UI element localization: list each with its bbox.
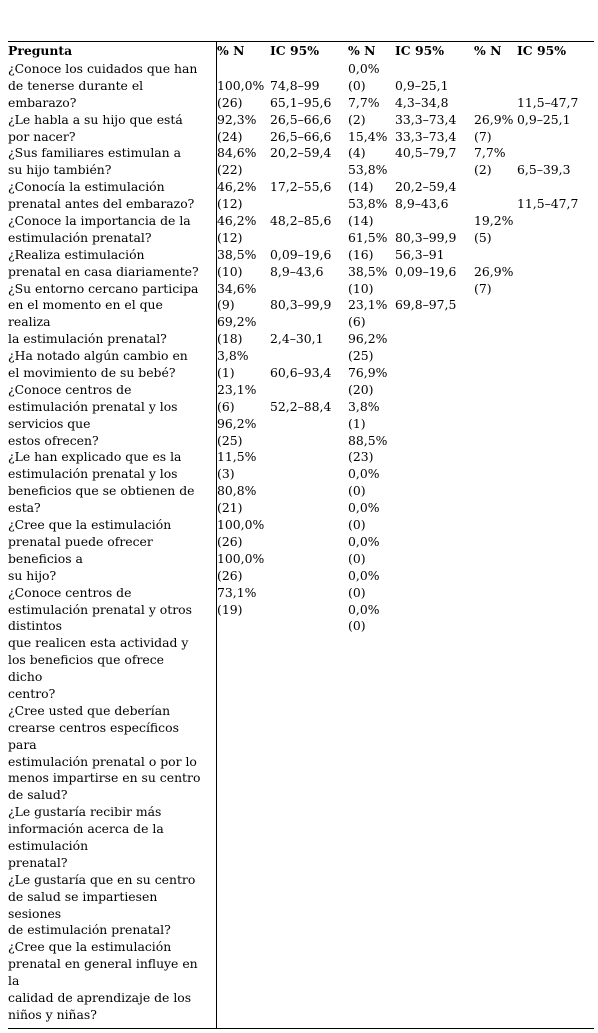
cell-pct: (0)	[348, 550, 366, 566]
header-ic-1: IC 95%	[270, 43, 319, 58]
question-line: estos ofrecen?	[8, 432, 99, 448]
cell-ic	[270, 196, 331, 213]
cell-pct: (0)	[348, 483, 366, 499]
ic-column-1	[270, 61, 331, 416]
cell-pct: 23,1%	[348, 297, 388, 313]
cell-pct: 76,9%	[348, 365, 388, 381]
question-line: dicho	[8, 669, 43, 685]
cell-pct: 61,5%	[348, 229, 388, 245]
question-line: niños y niñas?	[8, 1006, 97, 1022]
cell-pct: (23)	[348, 449, 374, 465]
cell-pct: (10)	[217, 263, 243, 279]
cell-ic: 33,3–73,4	[395, 111, 457, 127]
question-line: para	[8, 736, 37, 752]
question-line: ¿Conocía la estimulación	[8, 179, 165, 195]
cell-pct: 26,9%	[474, 111, 514, 127]
cell-pct	[474, 78, 513, 95]
cell-pct: 0,0%	[348, 61, 380, 76]
question-line: de salud?	[8, 787, 68, 803]
cell-ic	[270, 314, 331, 331]
cell-pct: 80,8%	[217, 483, 257, 499]
question-line: ¿Ha notado algún cambio en	[8, 348, 188, 364]
question-line: por nacer?	[8, 128, 76, 144]
cell-pct: 7,7%	[348, 94, 380, 110]
cell-ic: 11,5–47,7	[517, 94, 579, 110]
cell-ic: 60,6–93,4	[270, 365, 332, 381]
cell-ic: 20,2–59,4	[395, 179, 457, 195]
cell-pct: 88,5%	[348, 432, 388, 448]
cell-pct: (14)	[348, 213, 374, 229]
cell-pct: (26)	[217, 533, 243, 549]
cell-pct: (22)	[217, 162, 243, 178]
header-pregunta: Pregunta	[8, 43, 73, 58]
cell-pct: (1)	[217, 365, 235, 381]
cell-ic	[270, 348, 331, 365]
question-line: beneficios que se obtienen de	[8, 483, 195, 499]
question-line: prenatal?	[8, 854, 68, 870]
cell-pct: (25)	[348, 348, 374, 364]
question-line: ¿Su entorno cercano participa	[8, 280, 199, 296]
question-line: ¿Conoce los cuidados que han	[8, 61, 198, 76]
question-line: menos impartirse en su centro	[8, 770, 201, 786]
cell-ic	[517, 61, 578, 78]
cell-pct	[474, 61, 513, 78]
cell-pct: 23,1%	[217, 381, 257, 397]
cell-pct: (26)	[217, 94, 243, 110]
cell-pct: 69,2%	[217, 314, 257, 330]
question-line: ¿Cree usted que deberían	[8, 702, 171, 718]
cell-pct: 46,2%	[217, 213, 257, 229]
question-line: de salud se impartiesen	[8, 888, 158, 904]
cell-pct	[474, 95, 513, 112]
cell-pct: (25)	[217, 432, 243, 448]
table-bottom-rule	[8, 1028, 594, 1029]
cell-pct	[474, 179, 513, 196]
cell-pct: 46,2%	[217, 179, 257, 195]
cell-pct: (19)	[217, 601, 243, 617]
cell-ic: 0,09–19,6	[270, 246, 332, 262]
cell-pct: (12)	[217, 196, 243, 212]
cell-ic: 4,3–34,8	[395, 94, 449, 110]
cell-pct: (9)	[217, 297, 235, 313]
cell-pct: (2)	[474, 162, 492, 178]
cell-pct: (1)	[348, 415, 366, 431]
question-line: su hijo también?	[8, 162, 112, 178]
question-line: los beneficios que ofrece	[8, 652, 164, 668]
cell-ic: 65,1–95,6	[270, 94, 332, 110]
header-pct-1: % N	[217, 43, 245, 58]
cell-pct	[474, 196, 513, 213]
question-line: ¿Conoce centros de	[8, 381, 132, 397]
cell-ic: 8,9–43,6	[270, 263, 324, 279]
cell-ic: 6,5–39,3	[517, 162, 571, 178]
question-line: ¿Le han explicado que es la	[8, 449, 182, 465]
question-line: centro?	[8, 685, 56, 701]
question-line: ¿Conoce la importancia de la	[8, 213, 191, 229]
cell-ic	[517, 78, 578, 95]
cell-ic: 74,8–99	[270, 77, 320, 93]
question-line: ¿Sus familiares estimulan a	[8, 145, 181, 161]
question-line: prenatal antes del embarazo?	[8, 196, 195, 212]
question-column	[8, 61, 215, 1024]
question-line: ¿Cree que la estimulación	[8, 517, 172, 533]
cell-ic: 17,2–55,6	[270, 179, 332, 195]
question-line: información acerca de la	[8, 821, 164, 837]
cell-pct: 26,9%	[474, 263, 514, 279]
cell-pct: (3)	[217, 466, 235, 482]
cell-ic: 56,3–91	[395, 246, 445, 262]
cell-ic: 26,5–66,6	[270, 111, 332, 127]
cell-ic: 26,5–66,6	[270, 128, 332, 144]
question-line: en el momento en el que	[8, 297, 163, 313]
cell-pct: (18)	[217, 331, 243, 347]
cell-ic: 80,3–99,9	[270, 297, 332, 313]
question-line: de estimulación prenatal?	[8, 922, 171, 938]
question-line: embarazo?	[8, 94, 77, 110]
ic-column-2	[395, 61, 456, 314]
header-ic-2: IC 95%	[395, 43, 444, 58]
cell-ic	[270, 162, 331, 179]
pct-column-1	[217, 61, 264, 618]
cell-pct: 100,0%	[217, 77, 265, 93]
cell-ic: 20,2–59,4	[270, 145, 332, 161]
cell-pct: (0)	[348, 517, 366, 533]
question-line: estimulación prenatal o por lo	[8, 753, 197, 769]
question-line: ¿Le gustaría recibir más	[8, 804, 162, 820]
cell-pct: (4)	[348, 145, 366, 161]
cell-ic: 40,5–79,7	[395, 145, 457, 161]
cell-pct: (5)	[474, 229, 492, 245]
cell-ic	[270, 281, 331, 298]
cell-pct: 0,0%	[348, 567, 380, 583]
question-line: su hijo?	[8, 567, 57, 583]
ic-column-3	[517, 61, 578, 213]
cell-pct: 7,7%	[474, 145, 506, 161]
cell-ic	[517, 129, 578, 146]
cell-pct	[474, 247, 513, 264]
question-line: crearse centros específicos	[8, 719, 179, 735]
question-line: ¿Conoce centros de	[8, 584, 132, 600]
cell-pct: (14)	[348, 179, 374, 195]
question-line: calidad de aprendizaje de los	[8, 989, 192, 1005]
cell-ic	[517, 179, 578, 196]
header-pct-3: % N	[474, 43, 502, 58]
pct-column-2	[348, 61, 387, 635]
cell-ic	[395, 61, 456, 78]
cell-pct: (7)	[474, 280, 492, 296]
cell-ic: 0,9–25,1	[395, 77, 449, 93]
question-line: prenatal puede ofrecer	[8, 533, 153, 549]
cell-pct: 92,3%	[217, 111, 257, 127]
question-line: estimulación prenatal?	[8, 229, 152, 245]
cell-ic	[395, 162, 456, 179]
cell-pct: 34,6%	[217, 280, 257, 296]
cell-ic: 69,8–97,5	[395, 297, 457, 313]
cell-ic: 0,09–19,6	[395, 263, 457, 279]
question-line: sesiones	[8, 905, 62, 921]
cell-pct: 0,0%	[348, 500, 380, 516]
cell-ic: 48,2–85,6	[270, 213, 332, 229]
cell-ic	[517, 145, 578, 162]
cell-pct: (21)	[217, 500, 243, 516]
pct-column-3	[474, 61, 513, 297]
cell-pct: 19,2%	[474, 213, 514, 229]
question-line: el movimiento de su bebé?	[8, 365, 176, 381]
cell-ic: 80,3–99,9	[395, 229, 457, 245]
cell-pct: (16)	[348, 246, 374, 262]
cell-pct: 100,0%	[217, 517, 265, 533]
cell-pct: 84,6%	[217, 145, 257, 161]
cell-pct: 53,8%	[348, 196, 388, 212]
cell-pct: (26)	[217, 567, 243, 583]
question-line: estimulación prenatal y los	[8, 398, 178, 414]
cell-pct: (0)	[348, 618, 366, 634]
cell-pct: 96,2%	[217, 415, 257, 431]
cell-pct: 11,5%	[217, 449, 257, 465]
cell-pct: (20)	[348, 381, 374, 397]
cell-pct: 73,1%	[217, 584, 257, 600]
cell-pct: 38,5%	[217, 246, 257, 262]
cell-ic: 2,4–30,1	[270, 331, 324, 347]
question-line: que realicen esta actividad y	[8, 635, 189, 651]
cell-ic: 52,2–88,4	[270, 398, 332, 414]
table-top-rule	[8, 41, 594, 42]
cell-pct: (0)	[348, 77, 366, 93]
question-line: esta?	[8, 500, 41, 516]
question-line: la	[8, 973, 20, 989]
cell-pct: 3,8%	[348, 398, 380, 414]
question-line: ¿Le habla a su hijo que está	[8, 111, 183, 127]
cell-pct: 0,0%	[348, 601, 380, 617]
header-ic-3: IC 95%	[517, 43, 566, 58]
cell-ic: 8,9–43,6	[395, 196, 449, 212]
cell-ic	[395, 281, 456, 298]
cell-ic: 0,9–25,1	[517, 111, 571, 127]
question-line: prenatal en casa diariamente?	[8, 263, 199, 279]
question-line: ¿Cree que la estimulación	[8, 939, 172, 955]
cell-pct: (6)	[217, 398, 235, 414]
cell-pct: (24)	[217, 128, 243, 144]
question-line: de tenerse durante el	[8, 77, 144, 93]
cell-ic: 33,3–73,4	[395, 128, 457, 144]
cell-pct: (7)	[474, 128, 492, 144]
cell-pct: 100,0%	[217, 550, 265, 566]
cell-pct: 96,2%	[348, 331, 388, 347]
question-line: estimulación prenatal y los	[8, 466, 178, 482]
cell-pct: (6)	[348, 314, 366, 330]
cell-pct: (12)	[217, 229, 243, 245]
cell-pct: 3,8%	[217, 348, 249, 364]
question-line: realiza	[8, 314, 51, 330]
cell-pct: (10)	[348, 280, 374, 296]
cell-ic	[270, 230, 331, 247]
question-line: beneficios a	[8, 550, 83, 566]
cell-ic	[270, 61, 331, 78]
cell-ic: 11,5–47,7	[517, 196, 579, 212]
question-line: la estimulación prenatal?	[8, 331, 167, 347]
cell-ic	[395, 213, 456, 230]
cell-pct: (0)	[348, 584, 366, 600]
cell-pct: (2)	[348, 111, 366, 127]
cell-pct: 38,5%	[348, 263, 388, 279]
cell-pct: 0,0%	[348, 533, 380, 549]
cell-pct: 0,0%	[348, 466, 380, 482]
question-line: ¿Realiza estimulación	[8, 246, 145, 262]
question-line: ¿Le gustaría que en su centro	[8, 871, 196, 887]
cell-pct: 15,4%	[348, 128, 388, 144]
question-line: servicios que	[8, 415, 91, 431]
question-line: estimulación prenatal y otros	[8, 601, 192, 617]
question-line: prenatal en general influye en	[8, 956, 198, 972]
cell-pct	[217, 61, 264, 78]
cell-pct: 53,8%	[348, 162, 388, 178]
cell-ic	[270, 382, 331, 399]
header-pct-2: % N	[348, 43, 376, 58]
question-line: distintos	[8, 618, 62, 634]
question-line: estimulación	[8, 837, 89, 853]
